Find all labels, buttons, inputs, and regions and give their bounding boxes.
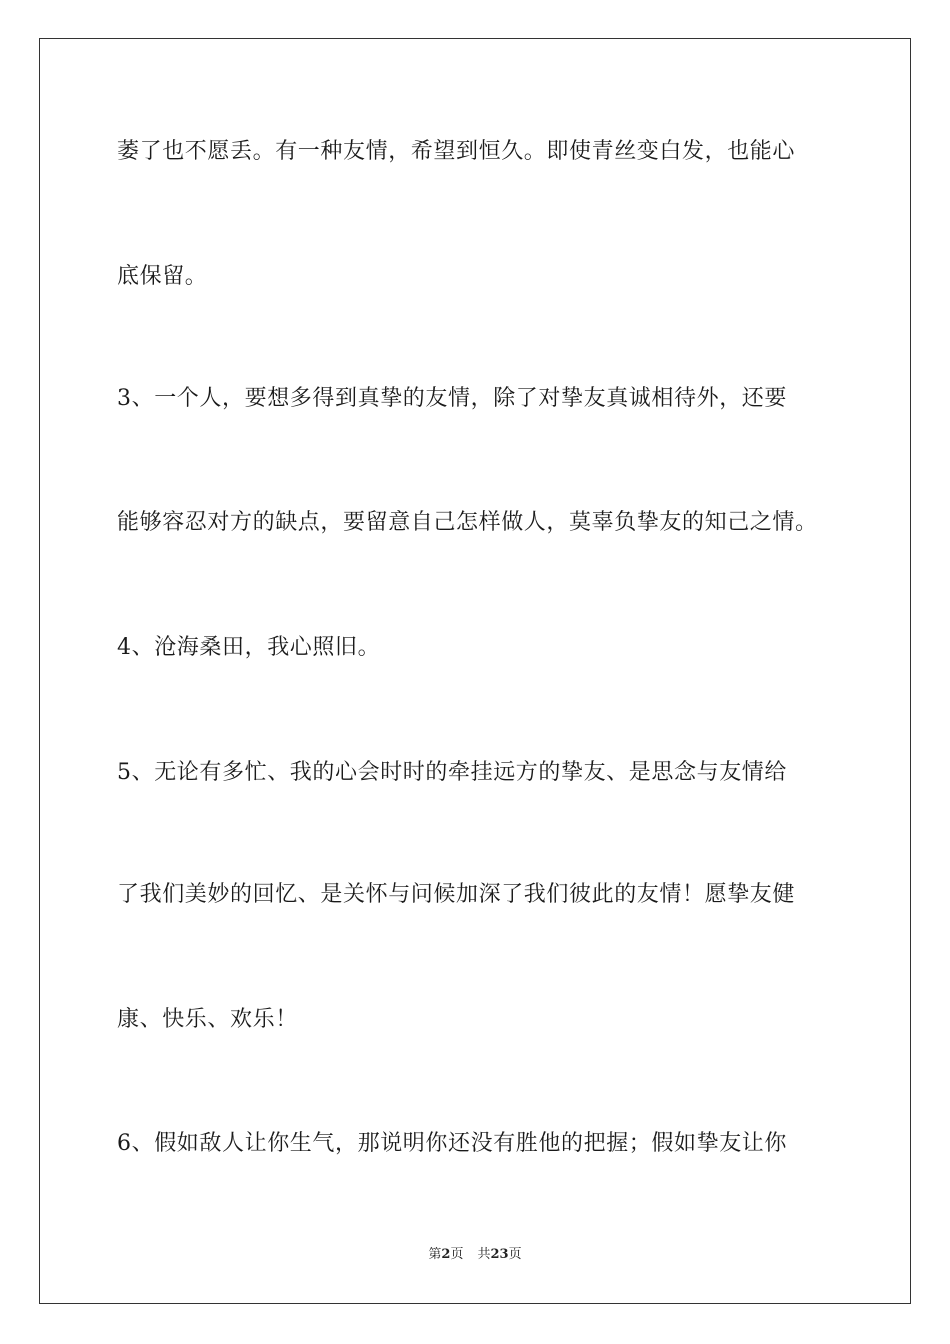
total-suffix: 页 [508,1247,522,1262]
body-text-line: 6、假如敌人让你生气，那说明你还没有胜他的把握；假如挚友让你 [117,1131,787,1156]
body-text-line: 萎了也不愿丢。有一种友情，希望到恒久。即使青丝变白发，也能心 [117,139,796,164]
body-text-line: 4、沧海桑田，我心照旧。 [117,635,381,660]
body-text-line: 5、无论有多忙、我的心会时时的牵挂远方的挚友、是思念与友情给 [117,760,787,785]
total-prefix: 共 [477,1247,491,1262]
page-suffix: 页 [450,1247,464,1262]
body-text-line: 了我们美妙的回忆、是关怀与问候加深了我们彼此的友情！愿挚友健 [117,882,796,907]
body-text-line: 能够容忍对方的缺点，要留意自己怎样做人，莫辜负挚友的知己之情。 [117,510,818,535]
current-page-number: 2 [441,1247,451,1262]
page-prefix: 第 [428,1247,442,1262]
total-page-count: 23 [490,1247,509,1262]
body-text-line: 3、一个人，要想多得到真挚的友情，除了对挚友真诚相待外，还要 [117,386,787,411]
body-text-line: 康、快乐、欢乐！ [117,1007,298,1032]
page-number-label [428,1247,463,1262]
page-footer [0,1246,950,1264]
total-pages-label [477,1247,521,1262]
body-text-line: 底保留。 [117,264,208,289]
page-border [39,38,911,1304]
